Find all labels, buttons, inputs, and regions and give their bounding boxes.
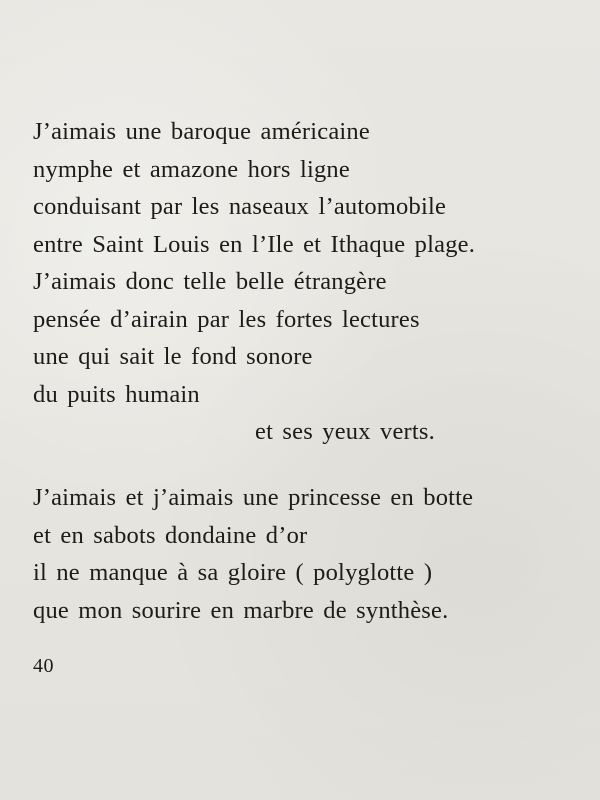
poem-line: il ne manque à sa gloire ( polyglotte ) — [33, 559, 433, 586]
poem-line: conduisant par les naseaux l’automobile — [33, 193, 447, 220]
poem-line: J’aimais et j’aimais une princesse en botte — [33, 484, 474, 511]
poem-line: pensée d’airain par les fortes lectures — [33, 305, 420, 333]
poem-stanza-1 — [33, 113, 475, 451]
page-number: 40 — [33, 655, 54, 677]
poem-line-indented: et ses yeux verts. — [255, 418, 435, 445]
poem-line: entre Saint Louis en l’Ile et Ithaque plage. — [33, 230, 476, 258]
poem-stanza-2 — [33, 479, 473, 629]
poem-line: J’aimais donc telle belle étrangère — [33, 268, 387, 295]
poem-line: nymphe et amazone hors ligne — [33, 155, 350, 183]
poem-line: et en sabots dondaine d’or — [33, 521, 308, 549]
poem-line: que mon sourire en marbre de synthèse. — [33, 596, 449, 624]
poem-line: J’aimais une baroque américaine — [33, 118, 370, 145]
poem-line: du puits humain — [33, 380, 200, 408]
poem-line: une qui sait le fond sonore — [33, 343, 313, 370]
